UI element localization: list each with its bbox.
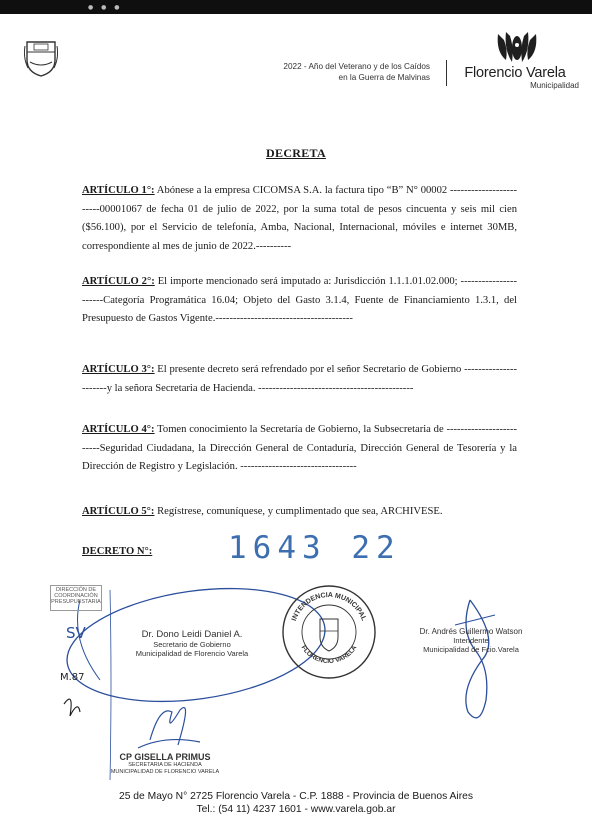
logo-subtitle: Municipalidad [530, 81, 579, 90]
article-3 [82, 361, 517, 398]
article-1 [82, 182, 517, 256]
signature-gobierno [118, 629, 266, 658]
year-motto-line2: en la Guerra de Malvinas [338, 73, 430, 82]
municipal-seal-icon [280, 583, 378, 681]
seal-bottom-text: FLORENCIO VARELA [299, 644, 359, 666]
signer-role: SECRETARIA DE HACIENDA [128, 762, 202, 768]
article-label: ARTÍCULO 3°: [82, 364, 155, 375]
footer-address: 25 de Mayo N° 2725 Florencio Varela - C.P. 1888 - Provincia de Buenos Aires [118, 791, 474, 802]
article-text: Abónese a la empresa CICOMSA S.A. la factura tipo “B” N° 00002 ------------------------00001067 de fecha 01 de julio de 2022, por la suma total de pesos cincuenta y seis mil cien ($56.100), por el Servicio de telefonía, Amba, Nacional, Internacional, móviles e internet 30MB, correspondiente al mes de junio de 2022.---------- [82, 185, 517, 252]
year-motto-line1: 2022 - Año del Veterano y de los Caídos [283, 62, 430, 71]
handwritten-note: M.87 [60, 672, 85, 683]
stamp-line: PRESUPUESTARIA [51, 599, 101, 605]
stamp-line: DIRECCIÓN DE [55, 587, 97, 593]
handwritten-initials: SV [66, 624, 86, 642]
article-2 [82, 273, 517, 329]
article-label: ARTÍCULO 4°: [82, 424, 155, 435]
signer-role: MUNICIPALIDAD DE FLORENCIO VARELA [110, 769, 220, 775]
article-label: ARTÍCULO 2°: [82, 276, 155, 287]
article-5 [82, 503, 517, 522]
scan-top-bar: ● ● ● [0, 0, 592, 14]
seal-top-text: INTENDENCIA MUNICIPAL [290, 591, 368, 622]
article-label: ARTÍCULO 1°: [82, 185, 155, 196]
stamp-line: COORDINACIÓN [54, 593, 98, 599]
year-motto [283, 61, 430, 83]
signer-name: Dr. Andrés Guillermo Watson [419, 627, 523, 636]
signer-role: Municipalidad de Fcio.Varela [423, 645, 519, 654]
svg-text:INTENDENCIA MUNICIPAL [291, 592, 367, 623]
signature-hacienda [106, 752, 224, 776]
signer-name: Dr. Dono Leidi Daniel A. [141, 629, 243, 640]
signature-intendente [412, 627, 530, 654]
article-text: Regístrese, comuníquese, y cumplimentado que sea, ARCHIVESE. [154, 506, 443, 517]
header-divider [446, 60, 447, 86]
signer-role: Intendente [453, 636, 489, 645]
svg-text:FLORENCIO VARELA [300, 644, 359, 665]
signer-role: Secretario de Gobierno [153, 640, 231, 649]
article-text: El importe mencionado será imputado a: Jurisdicción 1.1.1.01.02.000; ----------------------Categoría Programática 16.04; Objeto del Gasto 3.1.4, Fuente de Financiamiento 1.3.1, del Presupuesto de Gastos Vigente.--------------------------------------- [82, 276, 518, 324]
logo-name: Florencio Varela [464, 65, 566, 81]
municipal-crest-icon [24, 38, 58, 78]
article-text: Tomen conocimiento la Secretaría de Gobierno, la Subsecretaria de -------------------------Seguridad Ciudadana, la Dirección General de Contaduría, Dirección General de Tesorería y la Dirección de Registro y Legislación. --------------------------------- [82, 424, 517, 472]
decreto-label: DECRETO N°: [82, 546, 153, 557]
florencio-varela-logo-icon [494, 30, 540, 66]
article-4 [82, 421, 517, 477]
article-text: El presente decreto será refrendado por el señor Secretario de Gobierno ----------------------y la señora Secretaria de Hacienda. -------------------------------------------- [82, 364, 518, 394]
decreto-number-stamp: 1643 22 [228, 530, 401, 566]
page-title: DECRETA [266, 146, 326, 160]
footer-contact: Tel.: (54 11) 4237 1601 - www.varela.gob.ar [196, 804, 396, 815]
signer-name: CP GISELLA PRIMUS [119, 752, 211, 762]
article-label: ARTÍCULO 5°: [82, 506, 155, 517]
coordination-stamp [50, 585, 102, 611]
signer-role: Municipalidad de Florencio Varela [135, 649, 249, 658]
